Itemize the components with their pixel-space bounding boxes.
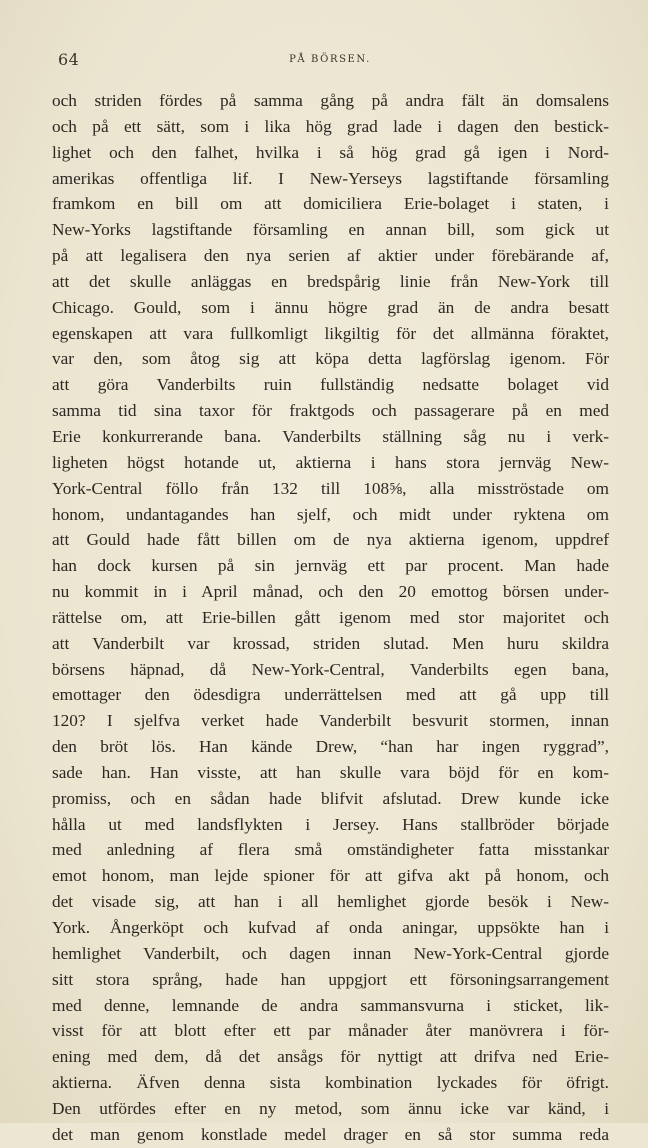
text-line: Den utfördes efter en ny metod, som ännu icke var känd, i (52, 1098, 609, 1118)
page-number: 64 (58, 50, 80, 69)
text-line: samma tid sina taxor för fraktgods och passagerare på en med (52, 401, 609, 421)
text-line: den bröt lös. Han kände Drew, “han har ingen ryggrad”, (52, 737, 609, 757)
text-line: på att legalisera den nya serien af aktier under förebärande af, (52, 246, 609, 266)
body-text (52, 88, 609, 1148)
text-line: att Vanderbilt var krossad, striden slutad. Men huru skildra (52, 633, 609, 653)
text-line: 120? I sjelfva verket hade Vanderbilt besvurit stormen, innan (52, 711, 609, 731)
text-line: aktierna. Äfven denna sista kombination lyckades för öfrigt. (52, 1073, 609, 1093)
text-line: Chicago. Gould, som i ännu högre grad än de andra besatt (52, 297, 609, 317)
text-line: York-Central föllo från 132 till 108⅝, alla misströstade om (52, 478, 609, 498)
text-line: promiss, och en sådan hade blifvit afslutad. Drew kunde icke (52, 788, 609, 808)
text-line: egenskapen att vara fullkomligt likgiltig för det allmänna föraktet, (52, 323, 609, 343)
text-line: lighet och den falhet, hvilka i så hög grad gå igen i Nord- (52, 142, 609, 162)
text-line: ligheten högst hotande ut, aktierna i hans stora jernväg New- (52, 452, 609, 472)
page-header (48, 50, 612, 72)
text-line: rättelse om, att Erie-billen gått igenom med stor majoritet och (52, 607, 609, 627)
text-line: emottager den ödesdigra underrättelsen med att gå upp till (52, 685, 609, 705)
text-line: sade han. Han visste, att han skulle vara böjd för en kom- (52, 762, 609, 782)
running-head: PÅ BÖRSEN. (289, 54, 371, 65)
text-line: med anledning af flera små omständigheter fatta misstankar (52, 840, 609, 860)
text-line: hemlighet Vanderbilt, och dagen innan New-York-Central gjorde (52, 943, 609, 963)
text-line: framkom en bill om att domiciliera Erie-bolaget i staten, i (52, 194, 609, 214)
text-line: och på ett sätt, som i lika hög grad lade i dagen den bestick- (52, 116, 609, 136)
text-line: han dock kursen på sin jernväg ett par procent. Man hade (52, 556, 609, 576)
text-line: det visade sig, att han i all hemlighet gjorde besök i New- (52, 892, 609, 912)
text-line: York. Ångerköpt och kufvad af onda aningar, uppsökte han i (52, 918, 609, 937)
text-line: visst för att blott efter ett par månader åter manövrera i för- (52, 1021, 609, 1041)
text-line: att det skulle anläggas en bredspårig linie från New-York till (52, 271, 609, 291)
text-line: Erie konkurrerande bana. Vanderbilts ställning såg nu i verk- (52, 426, 609, 446)
text-line: nu kommit in i April månad, och den 20 emottog börsen under- (52, 582, 609, 602)
text-line: och striden fördes på samma gång på andra fält än domsalens (52, 91, 609, 110)
text-line: emot honom, man lejde spioner för att gifva akt på honom, och (52, 866, 609, 886)
text-line: var den, som åtog sig att köpa detta lagförslag igenom. För (52, 349, 609, 369)
text-line: amerikas offentliga lif. I New-Yerseys lagstiftande församling (52, 168, 609, 188)
text-line: sitt stora språng, hade han uppgjort ett försoningsarrangement (52, 969, 609, 989)
text-line: honom, undantagandes han sjelf, och midt under ryktena om (52, 504, 609, 524)
text-line: det man genom konstlade medel drager en så stor summa reda (52, 1124, 609, 1144)
text-line: New-Yorks lagstiftande församling en annan bill, som gick ut (52, 220, 609, 240)
text-line: med denne, lemnande de andra sammansvurna i sticket, lik- (52, 995, 609, 1015)
text-line: att Gould hade fått billen om de nya aktierna igenom, uppdref (52, 530, 609, 550)
text-line: hålla ut med landsflykten i Jersey. Hans stallbröder började (52, 814, 609, 834)
text-line: börsens häpnad, då New-York-Central, Vanderbilts egen bana, (52, 659, 609, 679)
text-line: ening med dem, då det ansågs för nyttigt att drifva ned Erie- (52, 1047, 609, 1067)
text-line: att göra Vanderbilts ruin fullständig nedsatte bolaget vid (52, 375, 609, 395)
